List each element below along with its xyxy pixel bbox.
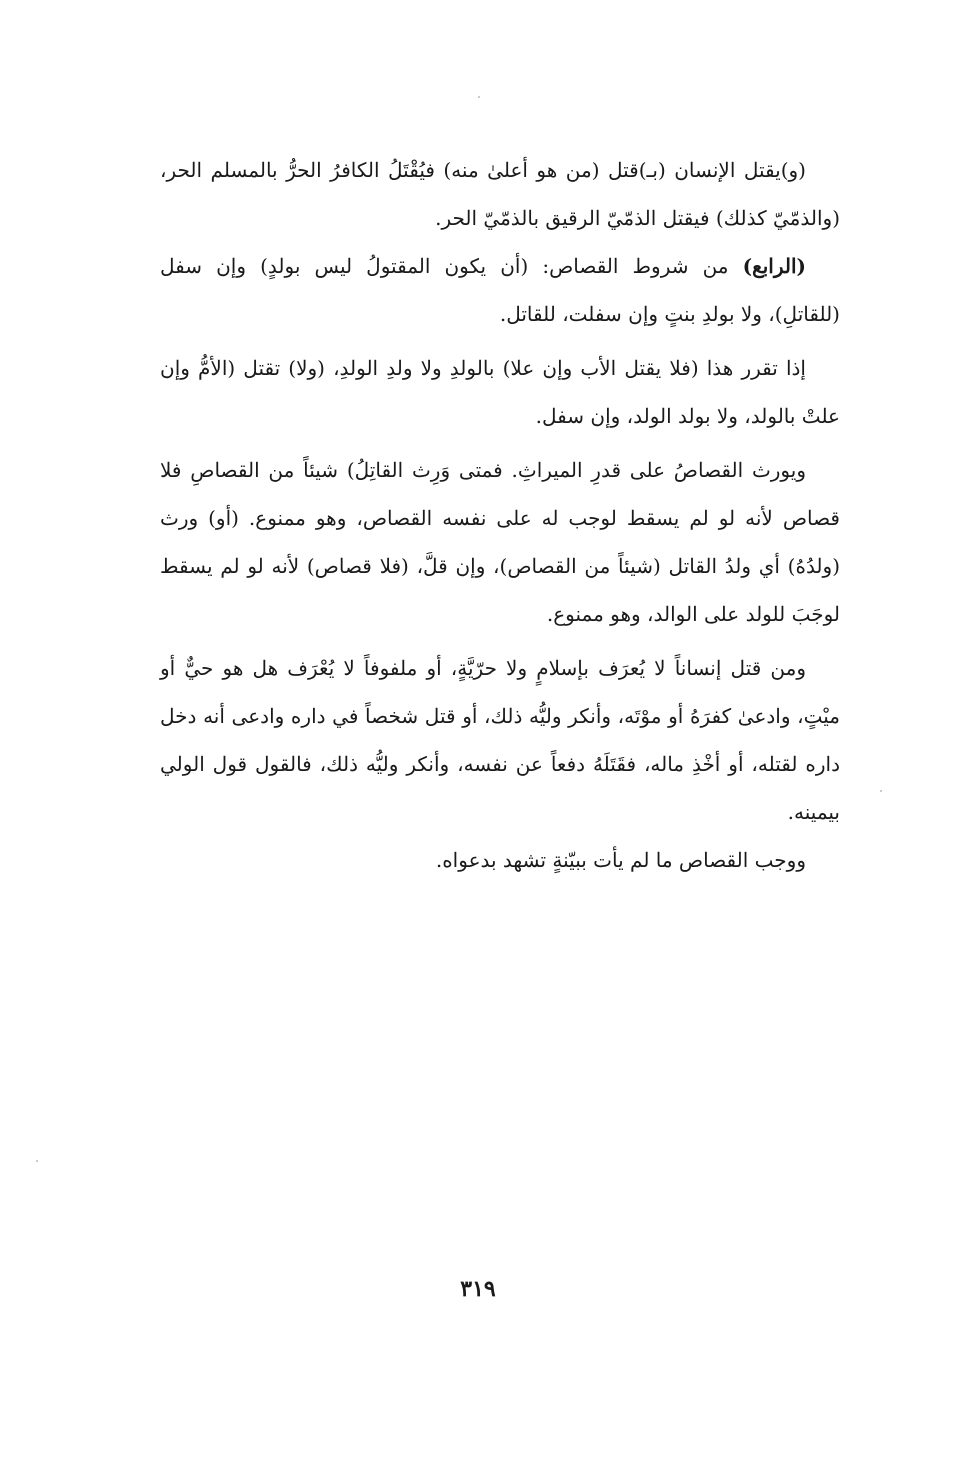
scan-speck xyxy=(36,1160,38,1162)
page-number: ٣١٩ xyxy=(460,1276,496,1302)
paragraph-text: ويورث القصاصُ على قدرِ الميراثِ. فمتى وَرِث القاتِلُ) شيئاً من القصاصِ فلا قصاص لأنه لو لم يسقط لوجب له على نفسه القصاص، وهو ممنوع. (أو) ورث (ولدُهُ) أي ولدُ القاتل (شيئاً من القصاص)، وإن قلَّ، (فلا قصاص) لأنه لو لم يسقط لوجَبَ للولد على الوالد، وهو ممنوع. xyxy=(160,458,840,626)
paragraph-text: من شروط القصاص: (أن يكون المقتولُ ليس بولدٍ) وإن سفل (للقاتلِ)، ولا بولدِ بنتٍ وإن سفلت، للقاتل. xyxy=(160,254,840,326)
paragraph-text: ووجب القصاص ما لم يأت ببيّنةٍ تشهد بدعواه. xyxy=(435,848,806,872)
paragraph xyxy=(160,446,840,638)
paragraph xyxy=(160,146,840,242)
scan-speck xyxy=(880,790,882,792)
body-text xyxy=(160,146,840,884)
paragraph xyxy=(160,242,840,338)
paragraph xyxy=(160,344,840,440)
scan-speck xyxy=(478,96,480,98)
paragraph-text: (و)يقتل الإنسان (بـ)قتل (من هو أعلىٰ منه) فيُقْتَلُ الكافرُ الحرُّ بالمسلم الحر، (والذمّيّ كذلك) فيقتل الذمّيّ الرقيق بالذمّيّ الحر. xyxy=(160,158,840,230)
paragraph xyxy=(160,836,840,884)
paragraph-lead: (الرابع) xyxy=(742,254,806,278)
paragraph xyxy=(160,644,840,836)
paragraph-text: ومن قتل إنساناً لا يُعرَف بإسلامٍ ولا حرّيَّةٍ، أو ملفوفاً لا يُعْرَف هل هو حيٌّ أو ميْتٍ، وادعىٰ كفرَهُ أو موْتَه، وأنكر وليُّه ذلك، أو قتل شخصاً في داره وادعى أنه دخل داره لقتله، أو أخْذِ ماله، فقَتَلَهُ دفعاً عن نفسه، وأنكر وليُّه ذلك، فالقول قول الولي بيمينه. xyxy=(160,656,840,824)
paragraph-text: إذا تقرر هذا (فلا يقتل الأب وإن علا) بالولدِ ولا ولدِ الولدِ، (ولا) تقتل (الأمُّ وإن علتْ بالولد، ولا بولد الولد، وإن سفل. xyxy=(160,356,840,428)
